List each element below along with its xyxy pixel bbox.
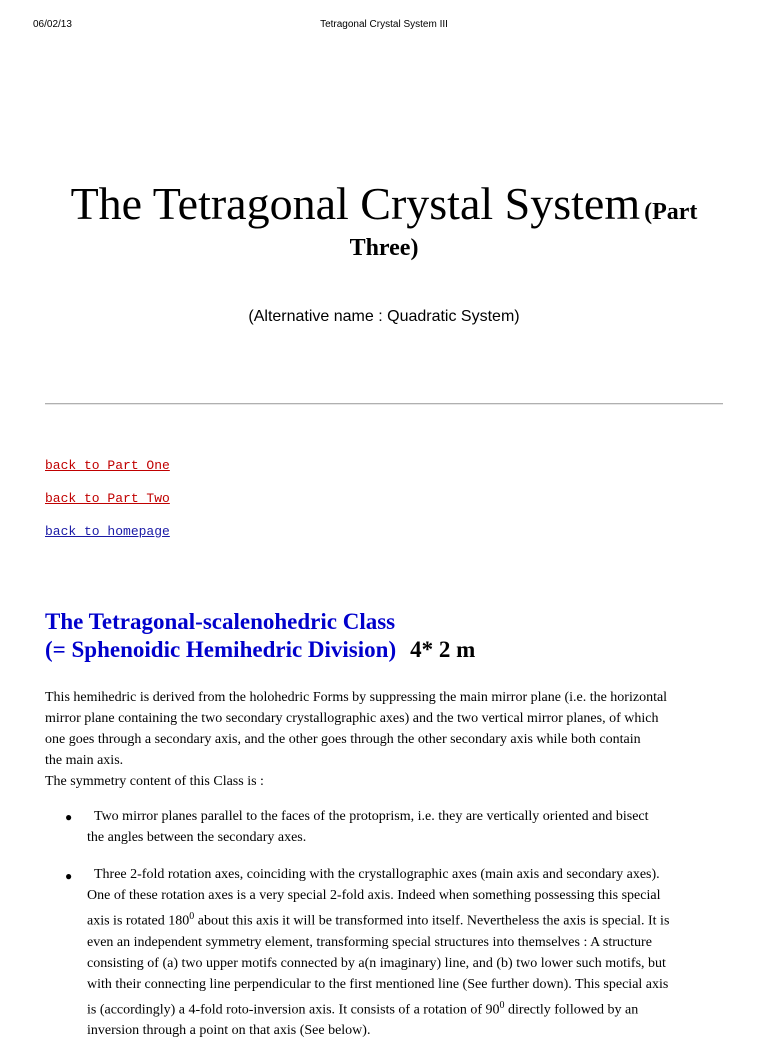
class-heading-line2 — [45, 636, 475, 664]
list-item — [87, 806, 727, 848]
intro-paragraph — [45, 687, 735, 792]
paragraph-line: one goes through a secondary axis, and the other goes through the other secondary axis while both contain — [45, 732, 641, 747]
list-item — [87, 864, 727, 1041]
print-header-title: Tetragonal Crystal System III — [320, 19, 448, 30]
page-title-part: (Part — [644, 199, 698, 225]
class-heading-line1: The Tetragonal-scalenohedric Class — [45, 609, 396, 634]
class-heading — [45, 608, 475, 664]
list-item-line: inversion through a point on that axis (See below). — [87, 1023, 371, 1039]
class-heading-division: (= Sphenoidic Hemihedric Division) — [45, 637, 397, 662]
bullet-icon: ● — [65, 810, 73, 824]
list-item-line: even an independent symmetry element, transforming special structures into themselves : A structure — [87, 934, 652, 950]
horizontal-rule — [45, 403, 723, 405]
paragraph-line: The symmetry content of this Class is : — [45, 774, 264, 789]
link-homepage[interactable]: back to homepage — [45, 524, 170, 539]
class-symbol: 4* 2 m — [410, 637, 476, 662]
list-item-line: axis is rotated $180^0$ about this axis it will be transformed into itself. Nevertheless the axis is special. It is — [87, 911, 670, 929]
list-item-line: One of these rotation axes is a very special 2-fold axis. Indeed when something possessing this special — [87, 888, 661, 903]
paragraph-line: the main axis. — [45, 753, 124, 768]
list-item-line: Three 2-fold rotation axes, coinciding with the crystallographic axes (main axis and secondary axes). — [94, 867, 660, 882]
list-item-line: Two mirror planes parallel to the faces of the protoprism, i.e. they are vertically oriented and bisect — [94, 809, 649, 824]
print-date: 06/02/13 — [33, 19, 72, 30]
link-part-two[interactable]: back to Part Two — [45, 491, 170, 506]
list-item-line: the angles between the secondary axes. — [87, 830, 307, 845]
bullet-icon: ● — [65, 869, 73, 883]
paragraph-line: This hemihedric is derived from the holohedric Forms by suppressing the main mirror plane (i.e. the horizontal — [45, 690, 668, 705]
paragraph-line: mirror plane containing the two secondary crystallographic axes) and the two vertical mirror planes, of which — [45, 711, 659, 726]
page-title-main: The Tetragonal Crystal System — [70, 178, 641, 229]
alternative-name: (Alternative name : Quadratic System) — [248, 308, 520, 325]
list-item-line: with their connecting line perpendicular to the first mentioned line (See further down). This special axis — [87, 976, 669, 992]
page-title-part-continued: Three) — [349, 235, 419, 261]
page-title — [40, 178, 728, 241]
list-item-line: consisting of (a) two upper motifs connected by a(n imaginary) line, and (b) two lower such motifs, but — [87, 955, 666, 971]
link-part-one[interactable]: back to Part One — [45, 458, 170, 473]
list-item-line: is (accordingly) a 4-fold roto-inversion axis. It consists of a rotation of $90^0$ directly followed by an — [87, 999, 639, 1018]
